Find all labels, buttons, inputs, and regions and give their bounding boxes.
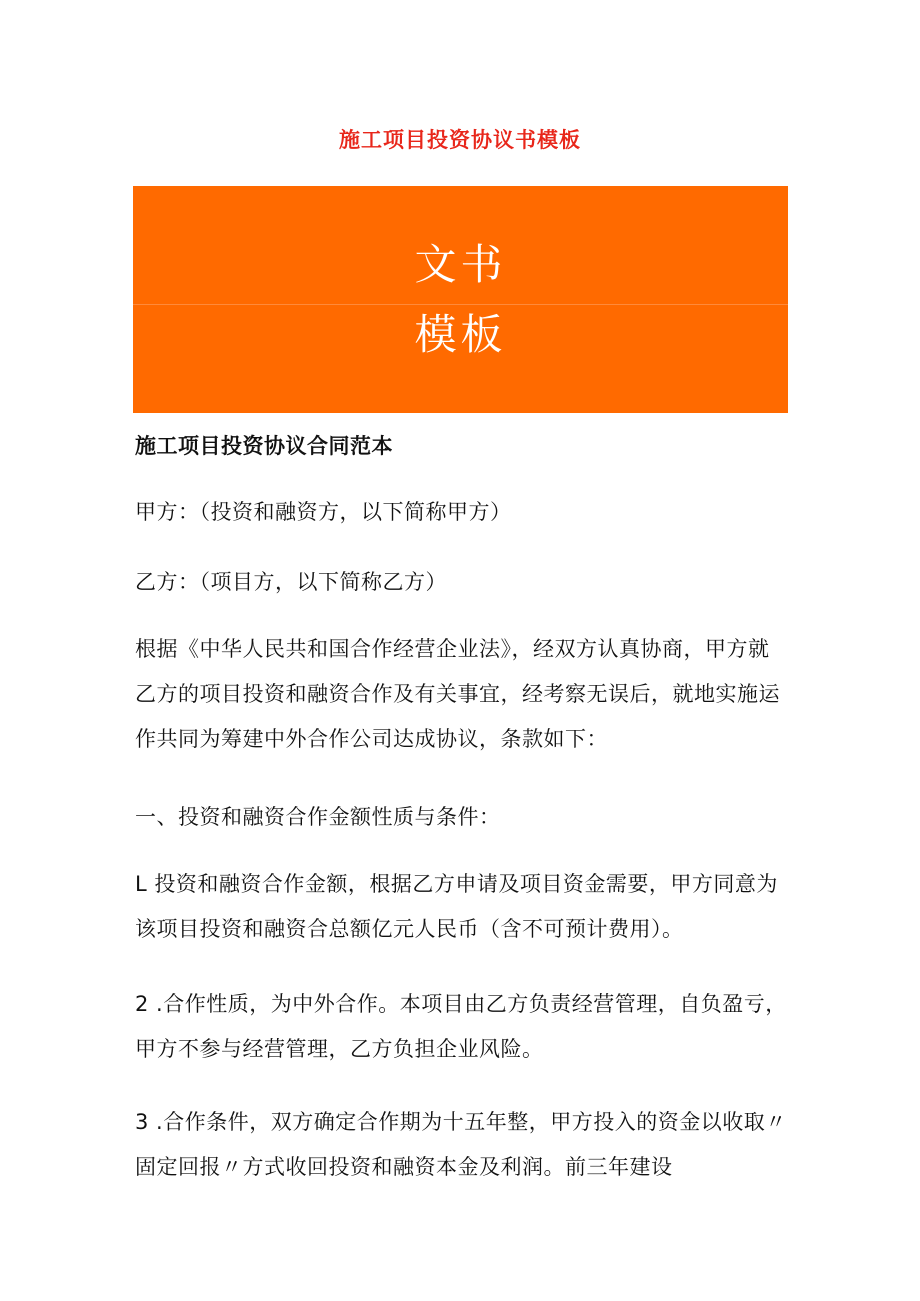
clause-1-item-2: 2 .合作性质，为中外合作。本项目由乙方负责经营管理，自负盈亏，甲方不参与经营管理，乙方负担企业风险。 xyxy=(135,992,787,1061)
banner-line-1: 文书 xyxy=(414,240,507,289)
clause-1-item-1: L 投资和融资合作金额，根据乙方申请及项目资金需要，甲方同意为该项目投资和融资合总额亿元人民币（含不可预计费用）。 xyxy=(135,872,778,941)
clause-1-heading: 一、投资和融资合作金额性质与条件： xyxy=(135,805,501,829)
banner-line-2: 模板 xyxy=(414,310,507,359)
party-b-line: 乙方：（项目方，以下简称乙方） xyxy=(135,570,447,594)
party-a-line: 甲方：（投资和融资方，以下简称甲方） xyxy=(135,500,512,524)
document-title: 施工项目投资协议书模板 xyxy=(339,128,581,152)
cover-banner xyxy=(133,186,788,413)
clause-1-item-3: 3 .合作条件，双方确定合作期为十五年整，甲方投入的资金以收取〃固定回报〃方式收回投资和融资本金及利润。前三年建设 xyxy=(135,1110,787,1179)
section-heading: 施工项目投资协议合同范本 xyxy=(135,434,393,458)
preamble-paragraph: 根据《中华人民共和国合作经营企业法》，经双方认真协商，甲方就乙方的项目投资和融资合作及有关事宜，经考察无误后，就地实施运作共同为筹建中外合作公司达成协议，条款如下： xyxy=(135,637,780,751)
banner-divider xyxy=(133,304,788,305)
